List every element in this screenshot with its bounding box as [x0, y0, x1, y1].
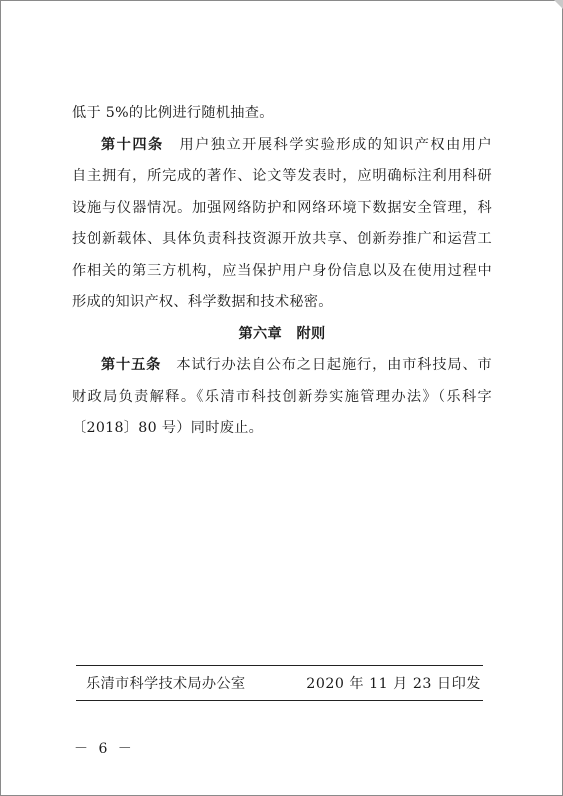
article-14-line-2: 自主拥有，所完成的著作、论文等发表时，应明确标注利用科研 [72, 168, 492, 184]
article-14-line-1 [72, 130, 492, 162]
chapter-heading: 第六章 附则 [238, 325, 326, 342]
footer-top-rule [76, 665, 483, 666]
article-15-text-1: 本试行办法自公布之日起施行，由市科技局、市 [176, 357, 492, 373]
article-14-line-3: 设施与仪器情况。加强网络防护和网络环境下数据安全管理，科 [72, 199, 492, 216]
article-15-line-2: 财政局负责解释。《乐清市科技创新券实施管理办法》（乐科字 [72, 388, 492, 405]
article-14-line-5: 作相关的第三方机构，应当保护用户身份信息以及在使用过程中 [72, 262, 492, 279]
article-14-text-1: 用户独立开展科学实验形成的知识产权由用户 [179, 136, 492, 153]
issuing-office: 乐清市科学技术局办公室 [86, 676, 246, 692]
footer-bottom-rule [76, 700, 483, 701]
article-14-line-4: 技创新载体、具体负责科技资源开放共享、创新券推广和运营工 [72, 231, 492, 247]
page-corner-fold [554, 0, 563, 9]
previous-article-tail: 低于 5%的比例进行随机抽查。 [72, 105, 274, 121]
article-15-line-3: 〔2018〕80 号）同时废止。 [72, 420, 264, 436]
article-15-label: 第十五条 [101, 357, 162, 373]
page-number: － 6 － [74, 741, 135, 757]
issue-date: 2020 年 11 月 23 日印发 [306, 676, 481, 692]
article-14-label: 第十四条 [101, 136, 164, 153]
article-15-line-1 [72, 350, 492, 382]
article-14-line-6: 形成的知识产权、科学数据和技术秘密。 [72, 294, 333, 310]
document-body [72, 98, 492, 445]
